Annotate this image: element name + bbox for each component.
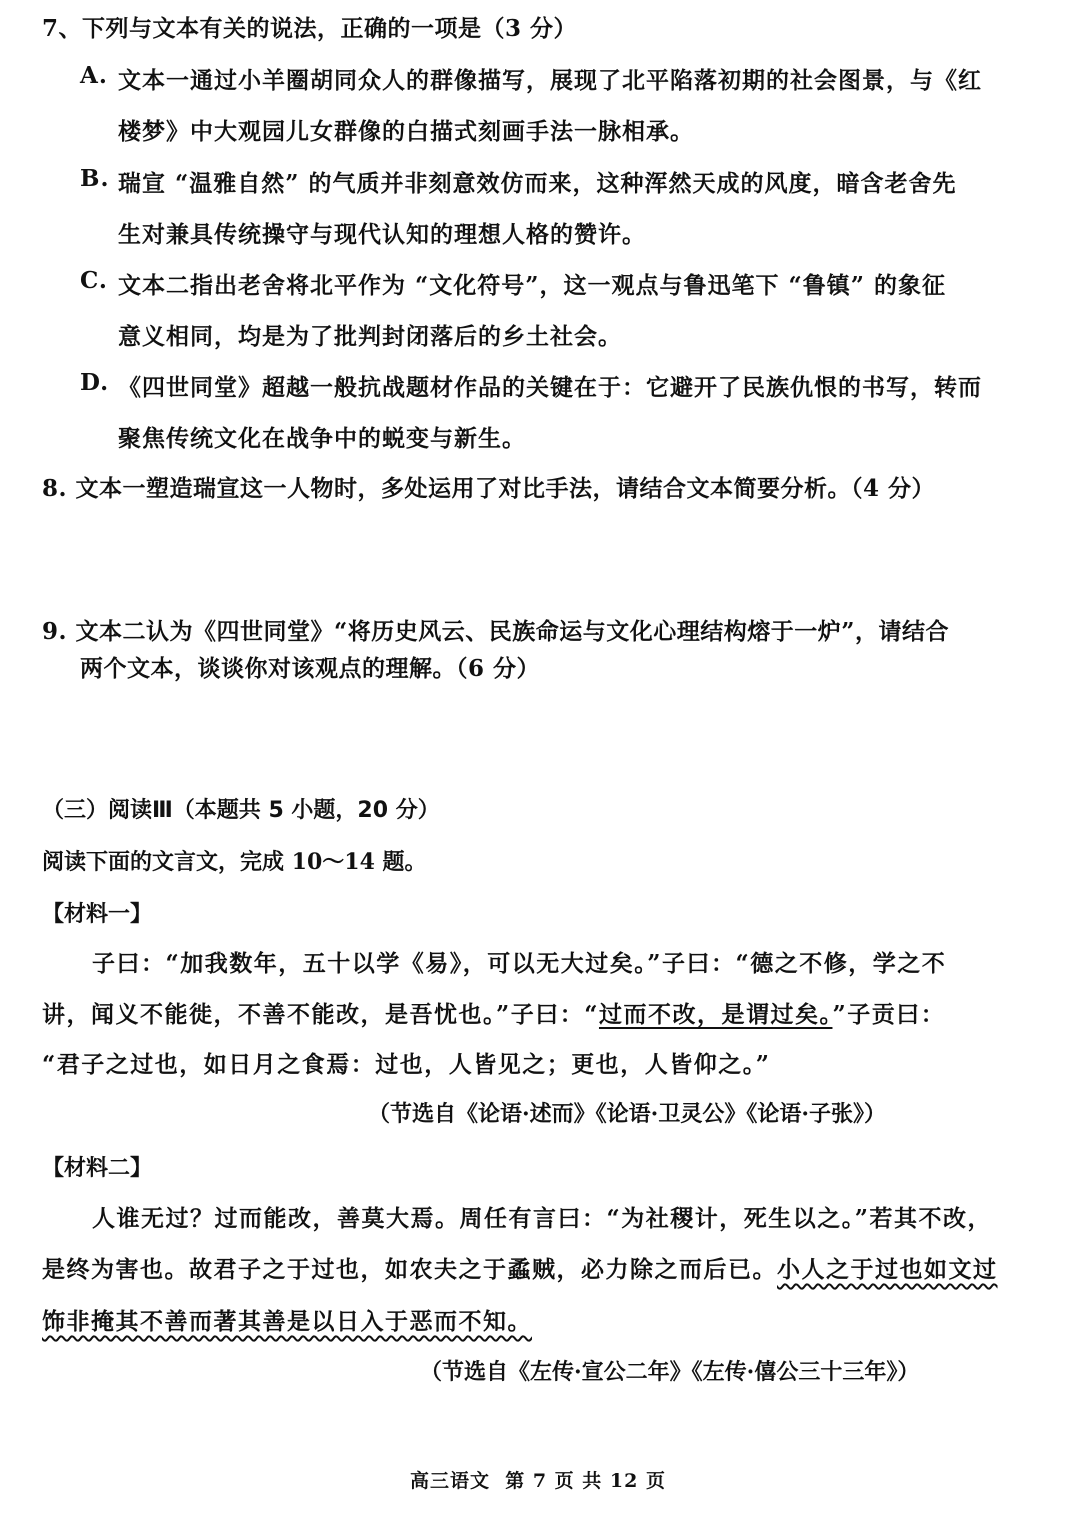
- material-2-line1: 人谁无过？过而能改，善莫大焉。周任有言曰：“为社稷计，死生以之。”若其不改，: [92, 1205, 992, 1232]
- q7-option-a-line2: 楼梦》中大观园儿女群像的白描式刻画手法一脉相承。: [118, 118, 694, 145]
- question-9-line2: 两个文本，谈谈你对该观点的理解。（6 分）: [80, 655, 541, 682]
- question-9-line1: 9. 文本二认为《四世同堂》“将历史风云、民族命运与文化心理结构熔于一炉”，请结合: [42, 618, 949, 645]
- q7-option-b-line1: 瑞宣 “温雅自然” 的气质并非刻意效仿而来，这种浑然天成的风度，暗含老舍先: [118, 170, 957, 197]
- material-2-line2-pre: 是终为害也。故君子之于过也，如农夫之于蟊贼，必力除之而后已。: [42, 1256, 777, 1283]
- q7-option-a-line1: 文本一通过小羊圈胡同众人的群像描写，展现了北平陷落初期的社会图景，与《红: [118, 67, 982, 94]
- material-1-line1: 子曰：“加我数年，五十以学《易》，可以无大过矣。”子曰：“德之不修，学之不: [92, 950, 947, 977]
- material-1-line3: “君子之过也，如日月之食焉：过也，人皆见之；更也，人皆仰之。”: [42, 1051, 771, 1078]
- q7-option-b-line2: 生对兼具传统操守与现代认知的理想人格的赞许。: [118, 221, 646, 248]
- material-1-underlined-sentence: 过而不改，是谓过矣。: [598, 1001, 833, 1028]
- q7-option-a-label: A.: [80, 62, 108, 89]
- material-2-wavy-sentence-part2: 饰非掩其不善而著其善是以日入于恶而不知。: [42, 1308, 532, 1335]
- material-1-title: 【材料一】: [42, 901, 153, 927]
- section-3-instruction: 阅读下面的文言文，完成 10～14 题。: [42, 849, 427, 875]
- material-2-source: （节选自《左传·宣公二年》《左传·僖公三十三年》）: [420, 1359, 920, 1385]
- material-1-line2-pre: 讲，闻义不能徙，不善不能改，是吾忧也。”子曰：“: [42, 1001, 599, 1028]
- q7-option-d-line1: 《四世同堂》超越一般抗战题材作品的关键在于：它避开了民族仇恨的书写，转而: [118, 374, 982, 401]
- material-1-line2-post: ”子贡曰：: [832, 1001, 946, 1028]
- q7-option-d-line2: 聚焦传统文化在战争中的蜕变与新生。: [118, 425, 526, 452]
- material-2-line2: [42, 1251, 998, 1284]
- q7-option-c-line1: 文本二指出老舍将北平作为 “文化符号”，这一观点与鲁迅笔下 “鲁镇” 的象征: [118, 272, 946, 299]
- material-2-wavy-sentence-part1: 小人之于过也如文过: [777, 1256, 998, 1283]
- material-1-source: （节选自《论语·述而》《论语·卫灵公》《论语·子张》）: [368, 1101, 886, 1127]
- question-7-stem: 7、下列与文本有关的说法，正确的一项是（3 分）: [42, 15, 578, 42]
- q7-option-d-label: D.: [80, 369, 110, 396]
- question-8-stem: 8. 文本一塑造瑞宣这一人物时，多处运用了对比手法，请结合文本简要分析。（4 分）: [42, 475, 936, 502]
- q7-option-b-label: B.: [80, 165, 110, 192]
- page-footer: 高三语文 第 7 页 共 12 页: [410, 1470, 666, 1492]
- material-1-line2: [42, 996, 945, 1029]
- section-3-heading: （三）阅读Ⅲ（本题共 5 小题，20 分）: [42, 798, 440, 823]
- material-2-title: 【材料二】: [42, 1155, 153, 1181]
- material-2-line3: [42, 1303, 532, 1336]
- q7-option-c-label: C.: [80, 267, 108, 294]
- q7-option-c-line2: 意义相同，均是为了批判封闭落后的乡土社会。: [118, 323, 622, 350]
